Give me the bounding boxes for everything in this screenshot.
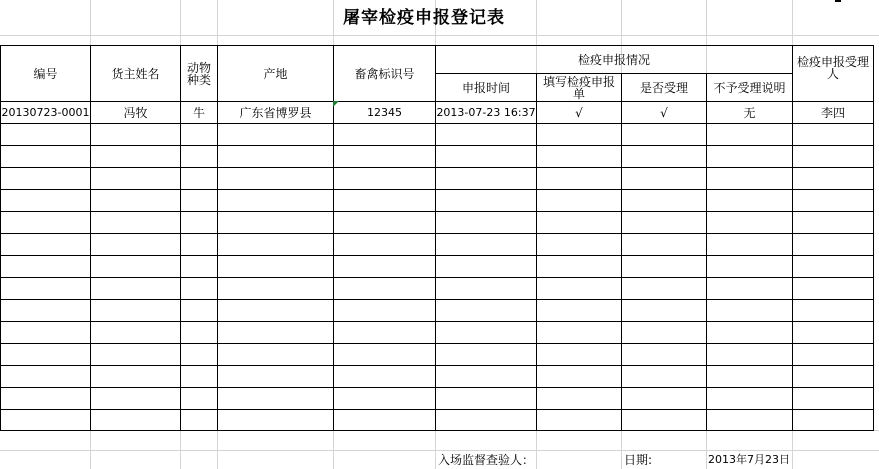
table-border [0, 167, 874, 168]
table-border [0, 299, 874, 300]
cell-origin[interactable]: 广东省博罗县 [239, 105, 312, 120]
footer-date-value[interactable]: 2013年7月23日 [708, 452, 790, 466]
table-border [0, 233, 874, 234]
cell-id[interactable]: 20130723-0001 [1, 105, 90, 119]
sheet-title[interactable]: 屠宰检疫申报登记表 [343, 8, 505, 28]
table-border [873, 45, 874, 431]
footer-date-label[interactable]: 日期: [624, 452, 653, 467]
table-border [621, 73, 622, 431]
cell-livestock-tag[interactable]: 12345 [367, 105, 402, 119]
table-border [0, 145, 874, 146]
table-border [0, 321, 874, 322]
table-border [0, 430, 874, 431]
header-id[interactable]: 编号 [33, 66, 58, 81]
header-livestock-tag[interactable]: 畜禽标识号 [354, 66, 415, 81]
comment-marker-icon [333, 101, 339, 107]
table-border [0, 343, 874, 344]
gridline [0, 35, 879, 36]
cell-filled-form[interactable]: √ [575, 105, 583, 120]
table-border [0, 387, 874, 388]
header-origin[interactable]: 产地 [263, 66, 288, 81]
footer-inspector-label[interactable]: 入场监督查验人： [438, 452, 535, 467]
cell-accepted[interactable]: √ [660, 105, 668, 120]
cell-animal-type[interactable]: 牛 [192, 105, 205, 120]
table-border [0, 189, 874, 190]
table-border [0, 211, 874, 212]
header-declaration-status[interactable]: 检疫申报情况 [577, 52, 650, 67]
header-handler[interactable]: 检疫申报受理人 [796, 55, 869, 81]
table-border [0, 277, 874, 278]
cell-declare-time[interactable]: 2013-07-23 16:37 [436, 105, 536, 119]
table-border [0, 123, 874, 124]
cell-reject-reason[interactable]: 无 [743, 105, 756, 120]
header-owner[interactable]: 货主姓名 [111, 66, 160, 81]
header-accepted[interactable]: 是否受理 [639, 80, 688, 95]
corner-mark [835, 0, 841, 2]
table-border [0, 365, 874, 366]
cell-handler[interactable]: 李四 [820, 105, 845, 120]
table-border [536, 73, 537, 431]
table-border [0, 255, 874, 256]
cell-owner[interactable]: 冯牧 [123, 105, 148, 120]
header-declare-time[interactable]: 申报时间 [461, 80, 510, 95]
table-border [706, 73, 707, 431]
header-reject-reason[interactable]: 不予受理说明 [713, 80, 786, 95]
header-filled-form[interactable]: 填写检疫申报单 [542, 74, 615, 101]
header-animal-type[interactable]: 动物种类 [186, 60, 211, 87]
table-border [0, 409, 874, 410]
